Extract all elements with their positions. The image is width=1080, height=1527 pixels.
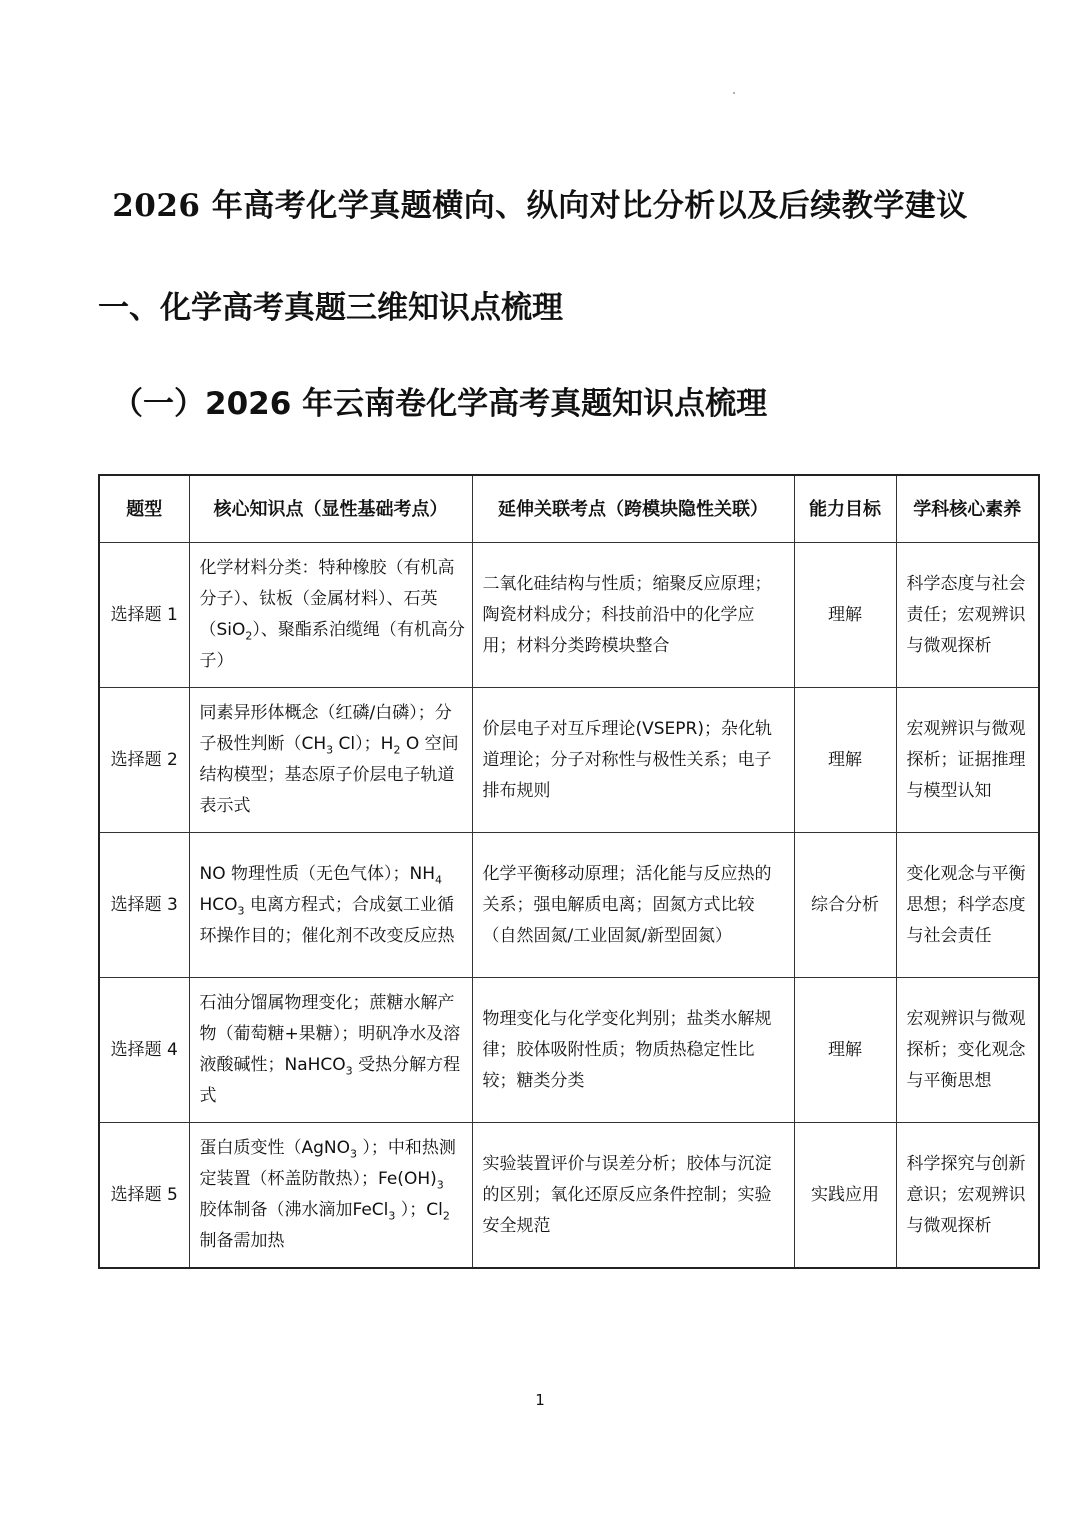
subsection-heading: （一）2026 年云南卷化学高考真题知识点梳理 <box>112 386 768 422</box>
cell-extended-points: 化学平衡移动原理；活化能与反应热的关系；强电解质电离；固氮方式比较（自然固氮/工业固氮/新型固氮） <box>472 833 794 978</box>
cell-core-literacy: 科学探究与创新意识；宏观辨识与微观探析 <box>896 1123 1039 1269</box>
header-extended: 延伸关联考点（跨模块隐性关联） <box>472 475 794 543</box>
header-core: 核心知识点（显性基础考点） <box>189 475 472 543</box>
cell-extended-points: 二氧化硅结构与性质；缩聚反应原理；陶瓷材料成分；科技前沿中的化学应用；材料分类跨模块整合 <box>472 543 794 688</box>
document-title: 2026 年高考化学真题横向、纵向对比分析以及后续教学建议 <box>112 188 968 224</box>
cell-core-literacy: 变化观念与平衡思想；科学态度与社会责任 <box>896 833 1039 978</box>
section-heading: 一、化学高考真题三维知识点梳理 <box>98 290 563 326</box>
table-header-row <box>99 475 1039 543</box>
table-row <box>99 978 1039 1123</box>
cell-extended-points: 价层电子对互斥理论(VSEPR)；杂化轨道理论；分子对称性与极性关系；电子排布规则 <box>472 688 794 833</box>
cell-extended-points: 实验装置评价与误差分析；胶体与沉淀的区别；氧化还原反应条件控制；实验安全规范 <box>472 1123 794 1269</box>
cell-question-type: 选择题 3 <box>99 833 189 978</box>
table-row <box>99 688 1039 833</box>
cell-core-points: 石油分馏属物理变化；蔗糖水解产物（葡萄糖+果糖）；明矾净水及溶液酸碱性；NaHCO$_3$ 受热分解方程式 <box>189 978 472 1123</box>
cell-core-literacy: 宏观辨识与微观探析；证据推理与模型认知 <box>896 688 1039 833</box>
cell-ability-goal: 理解 <box>794 543 896 688</box>
cell-extended-points: 物理变化与化学变化判别；盐类水解规律；胶体吸附性质；物质热稳定性比较；糖类分类 <box>472 978 794 1123</box>
cell-question-type: 选择题 5 <box>99 1123 189 1269</box>
header-ability: 能力目标 <box>794 475 896 543</box>
cell-ability-goal: 综合分析 <box>794 833 896 978</box>
cell-core-points: NO 物理性质（无色气体）；$NH_4$ $HCO_3$ 电离方程式；合成氨工业循环操作目的；催化剂不改变反应热 <box>189 833 472 978</box>
cell-core-literacy: 科学态度与社会责任；宏观辨识与微观探析 <box>896 543 1039 688</box>
knowledge-point-table <box>98 474 1040 1269</box>
cell-core-points: 化学材料分类：特种橡胶（有机高分子）、钛板（金属材料）、石英（SiO$_2$）、聚酯系泊缆绳（有机高分子） <box>189 543 472 688</box>
table-row <box>99 543 1039 688</box>
page-number: 1 <box>535 1391 545 1409</box>
cell-question-type: 选择题 1 <box>99 543 189 688</box>
table-row <box>99 1123 1039 1269</box>
cell-ability-goal: 实践应用 <box>794 1123 896 1269</box>
header-literacy: 学科核心素养 <box>896 475 1039 543</box>
cell-core-points: 同素异形体概念（红磷/白磷）；分子极性判断（$CH_3$ Cl）；$H_2$ O 空间结构模型；基态原子价层电子轨道表示式 <box>189 688 472 833</box>
cell-core-points: 蛋白质变性（AgNO$_3$ ）；中和热测定装置（杯盖防散热）；$Fe(OH)_3$ 胶体制备（沸水滴加FeCl$_3$ ）；$Cl_2$ 制备需加热 <box>189 1123 472 1269</box>
speck-dot <box>733 92 735 94</box>
cell-question-type: 选择题 4 <box>99 978 189 1123</box>
cell-core-literacy: 宏观辨识与微观探析；变化观念与平衡思想 <box>896 978 1039 1123</box>
table-row <box>99 833 1039 978</box>
cell-ability-goal: 理解 <box>794 978 896 1123</box>
header-type: 题型 <box>99 475 189 543</box>
cell-question-type: 选择题 2 <box>99 688 189 833</box>
cell-ability-goal: 理解 <box>794 688 896 833</box>
